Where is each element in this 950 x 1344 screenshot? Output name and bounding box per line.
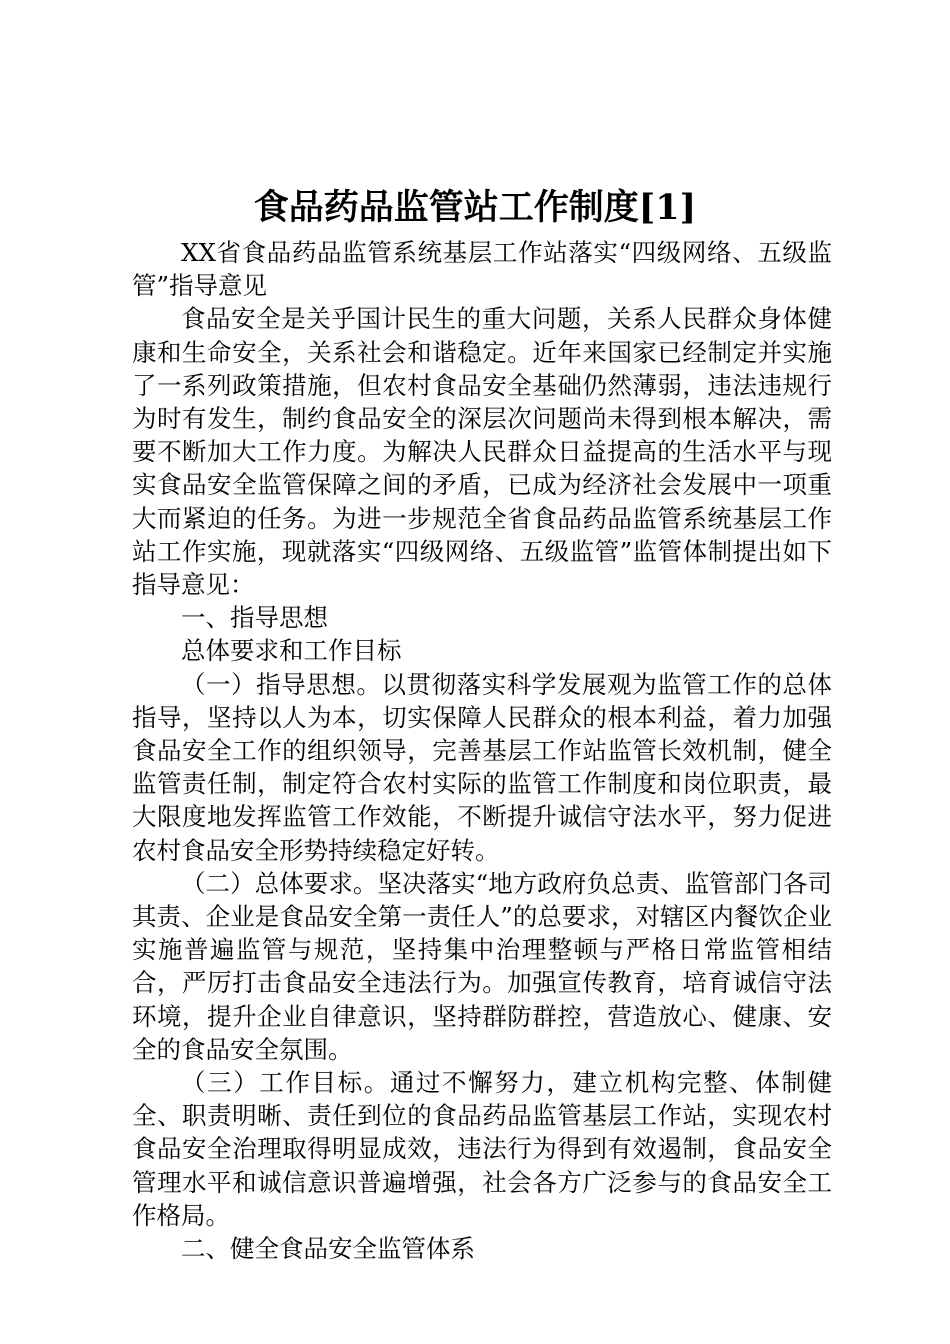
paragraph-subtitle: XX省食品药品监管系统基层工作站落实“四级网络、五级监管”指导意见 — [132, 238, 832, 301]
paragraph-item-3: （三）工作目标。通过不懈努力，建立机构完整、体制健全、职责明晰、责任到位的食品药品监管基层工作站，实现农村食品安全治理取得明显成效，违法行为得到有效遏制，食品安全管理水平和诚信意识普遍增强，社会各方广泛参与的食品安全工作格局。 — [132, 1068, 832, 1230]
paragraph-item-2: （二）总体要求。坚决落实“地方政府负总责、监管部门各司其责、企业是食品安全第一责任人”的总要求，对辖区内餐饮企业实施普遍监管与规范，坚持集中治理整顿与严格日常监管相结合，严厉打击食品安全违法行为。加强宣传教育，培育诚信守法环境，提升企业自律意识，坚持群防群控，营造放心、健康、安全的食品安全氛围。 — [132, 868, 832, 1064]
document-body — [132, 236, 832, 1265]
section-heading-guiding-ideology: 一、指导思想 — [181, 603, 328, 633]
subheading-requirements-goals: 总体要求和工作目标 — [181, 636, 402, 666]
document-title: 食品药品监管站工作制度[1] — [253, 187, 697, 228]
paragraph-intro: 食品安全是关乎国计民生的重大问题，关系人民群众身体健康和生命安全，关系社会和谐稳定。近年来国家已经制定并实施了一系列政策措施，但农村食品安全基础仍然薄弱，违法违规行为时有发生，制约食品安全的深层次问题尚未得到根本解决，需要不断加大工作力度。为解决人民群众日益提高的生活水平与现实食品安全监管保障之间的矛盾，已成为经济社会发展中一项重大而紧迫的任务。为进一步规范全省食品药品监管系统基层工作站工作实施，现就落实“四级网络、五级监管”监管体制提出如下指导意见： — [132, 304, 832, 600]
paragraph-item-1: （一）指导思想。以贯彻落实科学发展观为监管工作的总体指导，坚持以人为本，切实保障人民群众的根本利益，着力加强食品安全工作的组织领导，完善基层工作站监管长效机制，健全监管责任制，制定符合农村实际的监管工作制度和岗位职责，最大限度地发挥监管工作效能，不断提升诚信守法水平，努力促进农村食品安全形势持续稳定好转。 — [132, 669, 832, 865]
section-heading-supervision-system: 二、健全食品安全监管体系 — [181, 1234, 475, 1264]
